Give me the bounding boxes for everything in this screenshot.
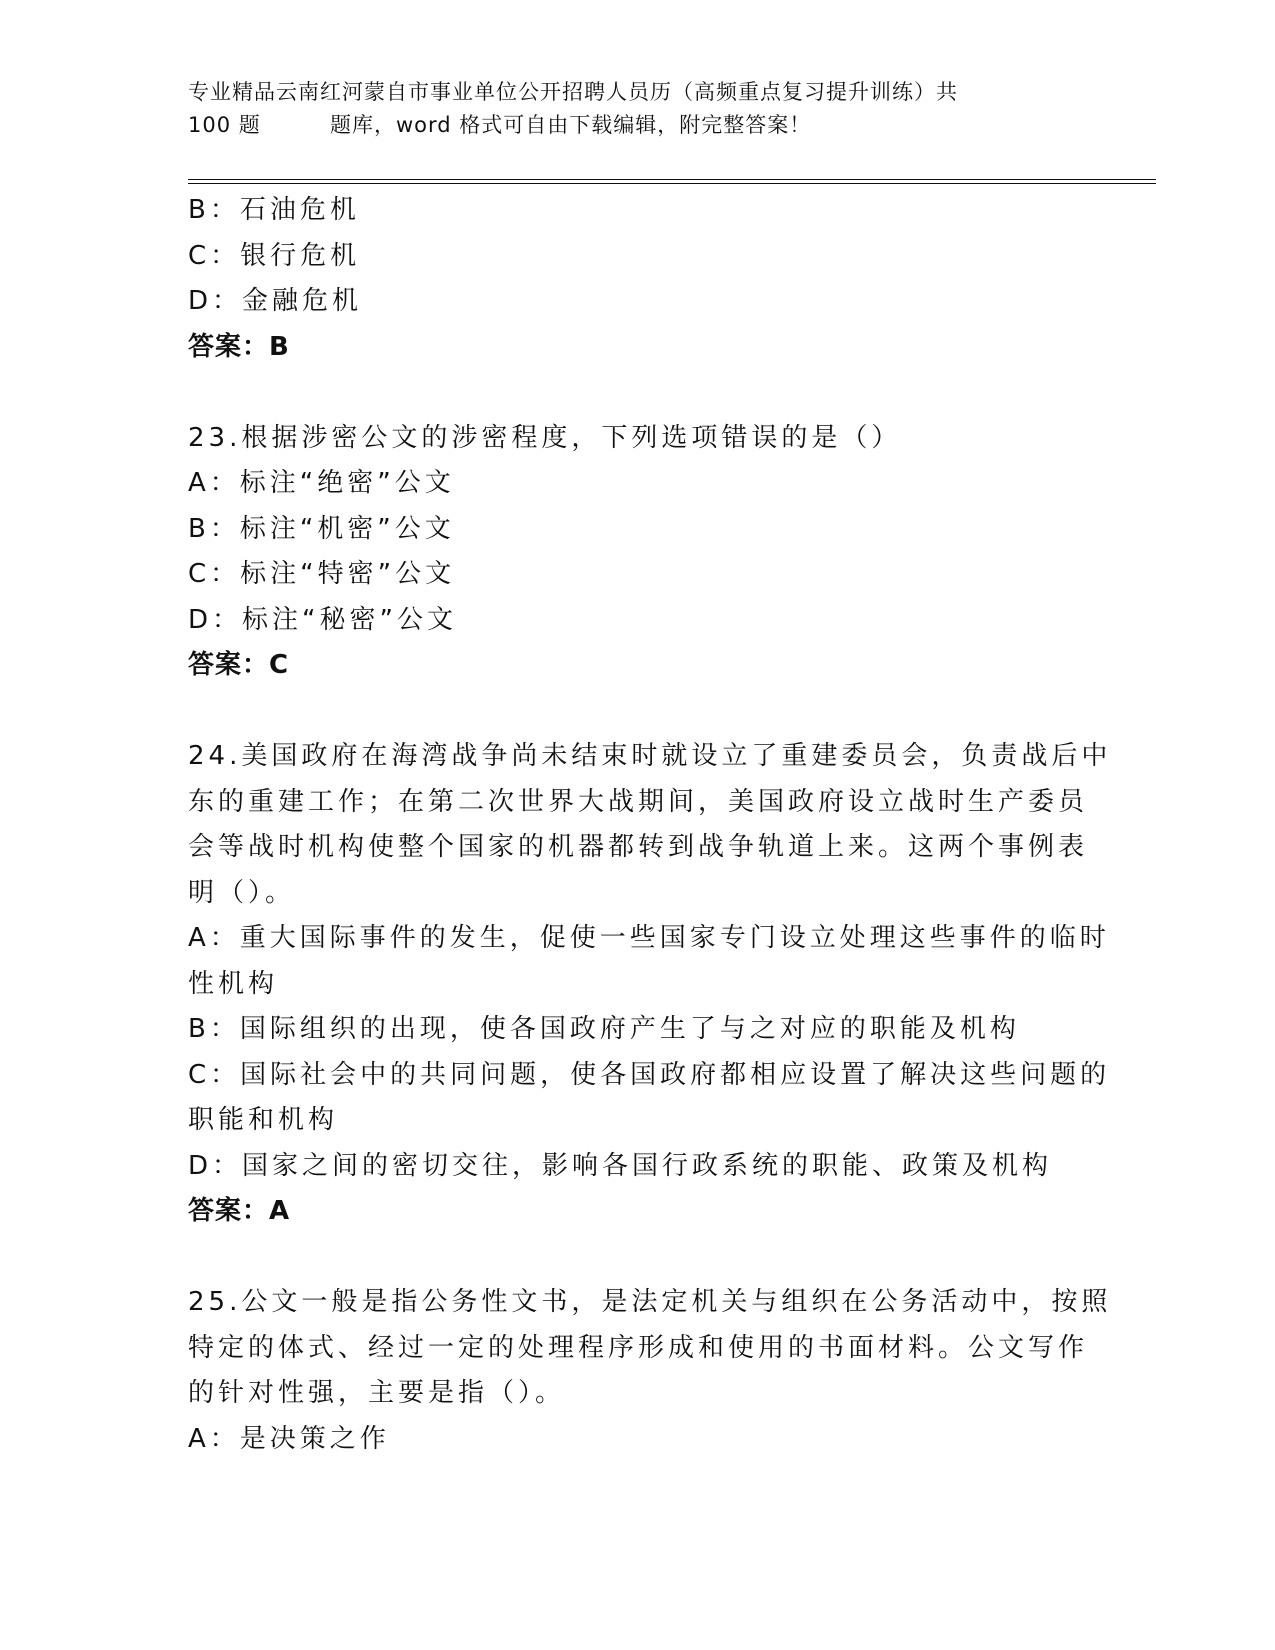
question-text: 23.根据涉密公文的涉密程度，下列选项错误的是（）	[188, 422, 902, 453]
header-description: 题库，word 格式可自由下载编辑，附完整答案！	[330, 113, 812, 137]
header-title-line2	[188, 109, 1078, 142]
option-a: A：标注“绝密”公文	[188, 468, 455, 498]
question-block-22	[188, 188, 1088, 370]
option-c: C：标注“特密”公文	[188, 559, 456, 589]
answer-line: 答案：A	[188, 1196, 291, 1226]
block-spacer	[188, 1235, 1088, 1281]
option-d: D：国家之间的密切交往，影响各国行政系统的职能、政策及机构	[188, 1150, 1053, 1181]
block-spacer	[188, 370, 1088, 416]
block-spacer	[188, 689, 1088, 735]
option-b: B：国际组织的出现，使各国政府产生了与之对应的职能及机构	[188, 1014, 1020, 1044]
question-block-25	[188, 1280, 1112, 1462]
option-d: D：金融危机	[188, 286, 363, 316]
page-header	[188, 76, 1078, 142]
question-text-line-2: 特定的体式、经过一定的处理程序形成和使用的书面材料。公文写作	[188, 1332, 1089, 1363]
option-c-line-1: C：国际社会中的共同问题，使各国政府都相应设置了解决这些问题的	[188, 1059, 1111, 1090]
header-divider-second	[188, 183, 1156, 184]
option-a: A：是决策之作	[188, 1423, 390, 1454]
option-c: C：银行危机	[188, 240, 361, 271]
question-text-line-3: 会等战时机构使整个国家的机器都转到战争轨道上来。这两个事例表	[188, 832, 1089, 862]
question-text-line-4: 明（）。	[188, 877, 296, 908]
option-b: B：石油危机	[188, 195, 360, 225]
option-d: D：标注“秘密”公文	[188, 604, 457, 635]
question-text-line-2: 东的重建工作；在第二次世界大战期间，美国政府设立战时生产委员	[188, 786, 1089, 817]
header-title-line1: 专业精品云南红河蒙自市事业单位公开招聘人员历（高频重点复习提升训练）共	[188, 80, 958, 104]
question-text-line-3: 的针对性强，主要是指（）。	[188, 1378, 566, 1408]
option-a-line-1: A：重大国际事件的发生，促使一些国家专门设立处理这些事件的临时	[188, 923, 1110, 953]
question-block-24	[188, 734, 1112, 1235]
option-c-line-2: 职能和机构	[188, 1105, 339, 1135]
question-text-line-1: 25.公文一般是指公务性文书，是法定机关与组织在公务活动中，按照	[188, 1287, 1112, 1317]
answer-line: 答案：C	[188, 650, 290, 680]
question-content	[188, 188, 1112, 1462]
question-text-line-1: 24.美国政府在海湾战争尚未结束时就设立了重建委员会，负责战后中	[188, 741, 1112, 771]
question-block-23	[188, 416, 1088, 689]
answer-line: 答案：B	[188, 331, 290, 362]
option-b: B：标注“机密”公文	[188, 513, 455, 544]
header-divider	[188, 179, 1156, 180]
header-question-count: 100 题	[188, 113, 261, 137]
option-a-line-2: 性机构	[188, 968, 279, 999]
